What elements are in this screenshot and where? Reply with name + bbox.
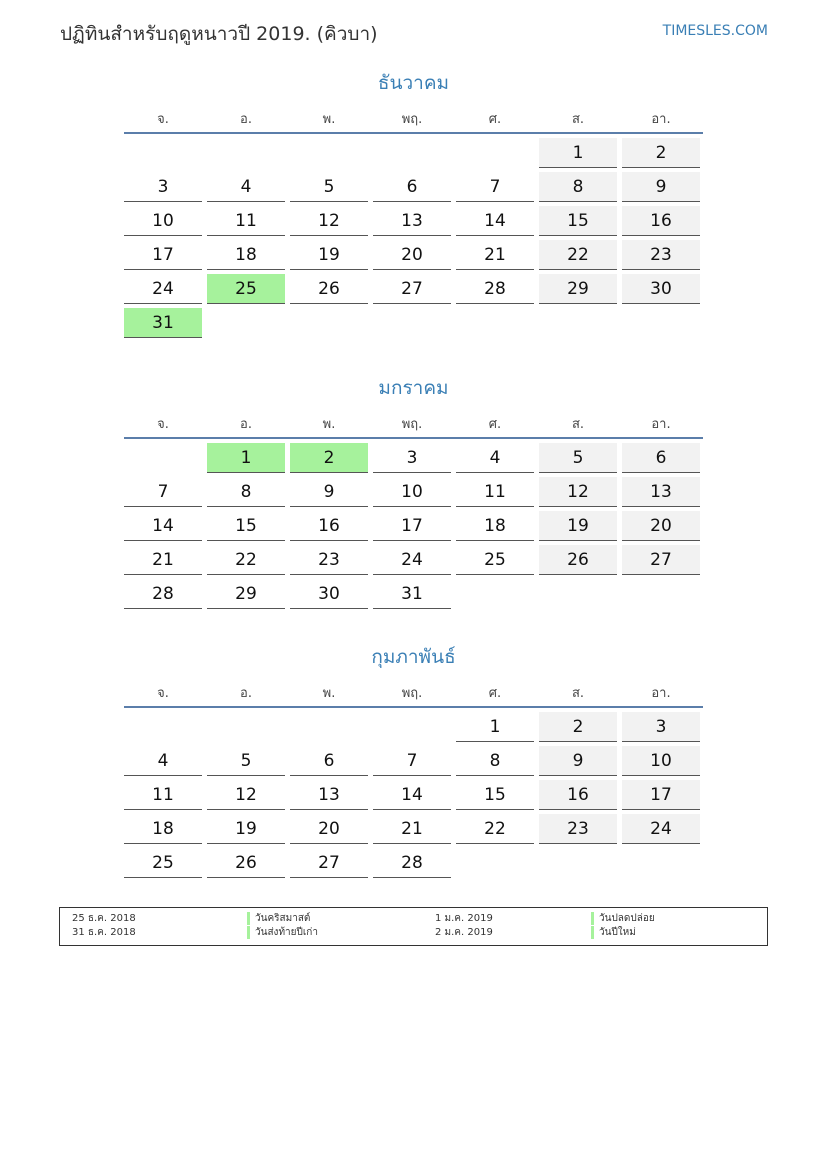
holiday-name: วันปลดปล่อย xyxy=(591,912,655,925)
day-cell: 13 xyxy=(290,780,368,810)
weekday-label: พฤ. xyxy=(401,416,423,432)
day-cell: 17 xyxy=(373,511,451,541)
day-cell: 20 xyxy=(622,511,700,541)
month-january xyxy=(124,373,703,609)
day-cell: 19 xyxy=(207,814,285,844)
weekday-header xyxy=(124,411,703,435)
month-title: ธันวาคม xyxy=(377,72,450,94)
month-title: กุมภาพันธ์ xyxy=(371,646,456,668)
day-cell: 30 xyxy=(622,274,700,304)
day-cell: 10 xyxy=(124,206,202,236)
holiday-date: 1 ม.ค. 2019 xyxy=(435,913,493,924)
empty-cell xyxy=(373,712,451,742)
holiday-legend xyxy=(59,907,768,946)
day-cell: 22 xyxy=(207,545,285,575)
day-cell: 4 xyxy=(124,746,202,776)
day-cell: 25 xyxy=(124,848,202,878)
empty-cell xyxy=(124,138,202,168)
holiday-name: วันคริสมาสต์ xyxy=(247,912,310,925)
day-cell: 23 xyxy=(539,814,617,844)
weekday-label: อา. xyxy=(651,111,671,127)
empty-cell xyxy=(207,138,285,168)
day-cell: 3 xyxy=(622,712,700,742)
weekday-label: พ. xyxy=(322,416,336,432)
weekday-label: อ. xyxy=(240,111,252,127)
day-cell: 5 xyxy=(539,443,617,473)
day-cell: 22 xyxy=(456,814,534,844)
day-cell: 4 xyxy=(207,172,285,202)
day-cell: 1 xyxy=(456,712,534,742)
day-cell: 30 xyxy=(290,579,368,609)
day-cell: 23 xyxy=(290,545,368,575)
day-cell: 17 xyxy=(622,780,700,810)
header-divider xyxy=(124,706,703,708)
day-grid xyxy=(124,138,703,338)
day-cell: 24 xyxy=(373,545,451,575)
month-december xyxy=(124,68,703,338)
day-cell: 3 xyxy=(124,172,202,202)
day-cell: 21 xyxy=(456,240,534,270)
weekday-label: พ. xyxy=(322,685,336,701)
month-february xyxy=(124,642,703,878)
day-cell: 21 xyxy=(124,545,202,575)
day-cell: 7 xyxy=(456,172,534,202)
day-cell: 2 xyxy=(622,138,700,168)
empty-cell xyxy=(456,138,534,168)
weekday-label: อ. xyxy=(240,685,252,701)
weekday-header xyxy=(124,106,703,130)
day-cell: 8 xyxy=(539,172,617,202)
holiday-date: 25 ธ.ค. 2018 xyxy=(72,913,136,924)
holiday-date: 2 ม.ค. 2019 xyxy=(435,927,493,938)
day-cell: 28 xyxy=(124,579,202,609)
day-cell: 14 xyxy=(456,206,534,236)
day-grid xyxy=(124,712,703,878)
day-cell: 13 xyxy=(373,206,451,236)
weekday-label: อา. xyxy=(651,416,671,432)
day-cell: 25 xyxy=(456,545,534,575)
empty-cell xyxy=(290,138,368,168)
day-cell: 11 xyxy=(207,206,285,236)
holiday-day-cell: 25 xyxy=(207,274,285,304)
day-cell: 14 xyxy=(373,780,451,810)
day-cell: 12 xyxy=(207,780,285,810)
weekday-label: พฤ. xyxy=(401,111,423,127)
day-cell: 24 xyxy=(124,274,202,304)
day-cell: 4 xyxy=(456,443,534,473)
day-cell: 9 xyxy=(622,172,700,202)
day-cell: 16 xyxy=(290,511,368,541)
day-cell: 16 xyxy=(539,780,617,810)
weekday-label: พ. xyxy=(322,111,336,127)
day-cell: 16 xyxy=(622,206,700,236)
weekday-label: จ. xyxy=(157,685,169,701)
day-cell: 15 xyxy=(456,780,534,810)
day-cell: 6 xyxy=(290,746,368,776)
weekday-header xyxy=(124,680,703,704)
holiday-day-cell: 31 xyxy=(124,308,202,338)
day-cell: 11 xyxy=(456,477,534,507)
day-cell: 17 xyxy=(124,240,202,270)
day-cell: 24 xyxy=(622,814,700,844)
holiday-day-cell: 2 xyxy=(290,443,368,473)
day-cell: 1 xyxy=(539,138,617,168)
header-divider xyxy=(124,437,703,439)
day-cell: 15 xyxy=(539,206,617,236)
page-title: ปฏิทินสำหรับฤดูหนาวปี 2019. (คิวบา) xyxy=(60,23,378,45)
day-cell: 8 xyxy=(207,477,285,507)
day-cell: 27 xyxy=(622,545,700,575)
day-cell: 8 xyxy=(456,746,534,776)
day-cell: 28 xyxy=(456,274,534,304)
day-cell: 6 xyxy=(373,172,451,202)
day-cell: 20 xyxy=(290,814,368,844)
day-cell: 19 xyxy=(290,240,368,270)
weekday-label: ส. xyxy=(571,416,585,432)
day-cell: 12 xyxy=(539,477,617,507)
day-cell: 9 xyxy=(290,477,368,507)
day-cell: 28 xyxy=(373,848,451,878)
holiday-name: วันปีใหม่ xyxy=(591,926,636,939)
day-cell: 3 xyxy=(373,443,451,473)
day-cell: 18 xyxy=(456,511,534,541)
weekday-label: อา. xyxy=(651,685,671,701)
empty-cell xyxy=(207,712,285,742)
weekday-label: จ. xyxy=(157,111,169,127)
day-cell: 29 xyxy=(539,274,617,304)
day-cell: 29 xyxy=(207,579,285,609)
day-cell: 12 xyxy=(290,206,368,236)
empty-cell xyxy=(290,712,368,742)
day-cell: 5 xyxy=(290,172,368,202)
day-cell: 2 xyxy=(539,712,617,742)
day-cell: 26 xyxy=(290,274,368,304)
day-cell: 27 xyxy=(290,848,368,878)
weekday-label: อ. xyxy=(240,416,252,432)
holiday-day-cell: 1 xyxy=(207,443,285,473)
day-cell: 10 xyxy=(373,477,451,507)
day-cell: 26 xyxy=(207,848,285,878)
weekday-label: ศ. xyxy=(488,416,502,432)
holiday-name: วันส่งท้ายปีเก่า xyxy=(247,926,318,939)
weekday-label: ศ. xyxy=(488,685,502,701)
day-cell: 18 xyxy=(207,240,285,270)
month-title: มกราคม xyxy=(378,377,449,399)
day-cell: 18 xyxy=(124,814,202,844)
day-cell: 19 xyxy=(539,511,617,541)
weekday-label: ส. xyxy=(571,111,585,127)
day-cell: 31 xyxy=(373,579,451,609)
day-cell: 13 xyxy=(622,477,700,507)
day-cell: 7 xyxy=(373,746,451,776)
brand-link[interactable]: TIMESLES.COM xyxy=(662,23,768,39)
day-cell: 7 xyxy=(124,477,202,507)
day-cell: 23 xyxy=(622,240,700,270)
empty-cell xyxy=(373,138,451,168)
weekday-label: จ. xyxy=(157,416,169,432)
weekday-label: ศ. xyxy=(488,111,502,127)
weekday-label: พฤ. xyxy=(401,685,423,701)
day-cell: 14 xyxy=(124,511,202,541)
day-cell: 11 xyxy=(124,780,202,810)
day-cell: 5 xyxy=(207,746,285,776)
day-cell: 26 xyxy=(539,545,617,575)
header-divider xyxy=(124,132,703,134)
day-cell: 10 xyxy=(622,746,700,776)
day-cell: 15 xyxy=(207,511,285,541)
day-cell: 27 xyxy=(373,274,451,304)
empty-cell xyxy=(124,443,202,473)
day-cell: 21 xyxy=(373,814,451,844)
day-cell: 20 xyxy=(373,240,451,270)
day-cell: 9 xyxy=(539,746,617,776)
day-cell: 22 xyxy=(539,240,617,270)
holiday-date: 31 ธ.ค. 2018 xyxy=(72,927,136,938)
day-grid xyxy=(124,443,703,609)
weekday-label: ส. xyxy=(571,685,585,701)
day-cell: 6 xyxy=(622,443,700,473)
empty-cell xyxy=(124,712,202,742)
